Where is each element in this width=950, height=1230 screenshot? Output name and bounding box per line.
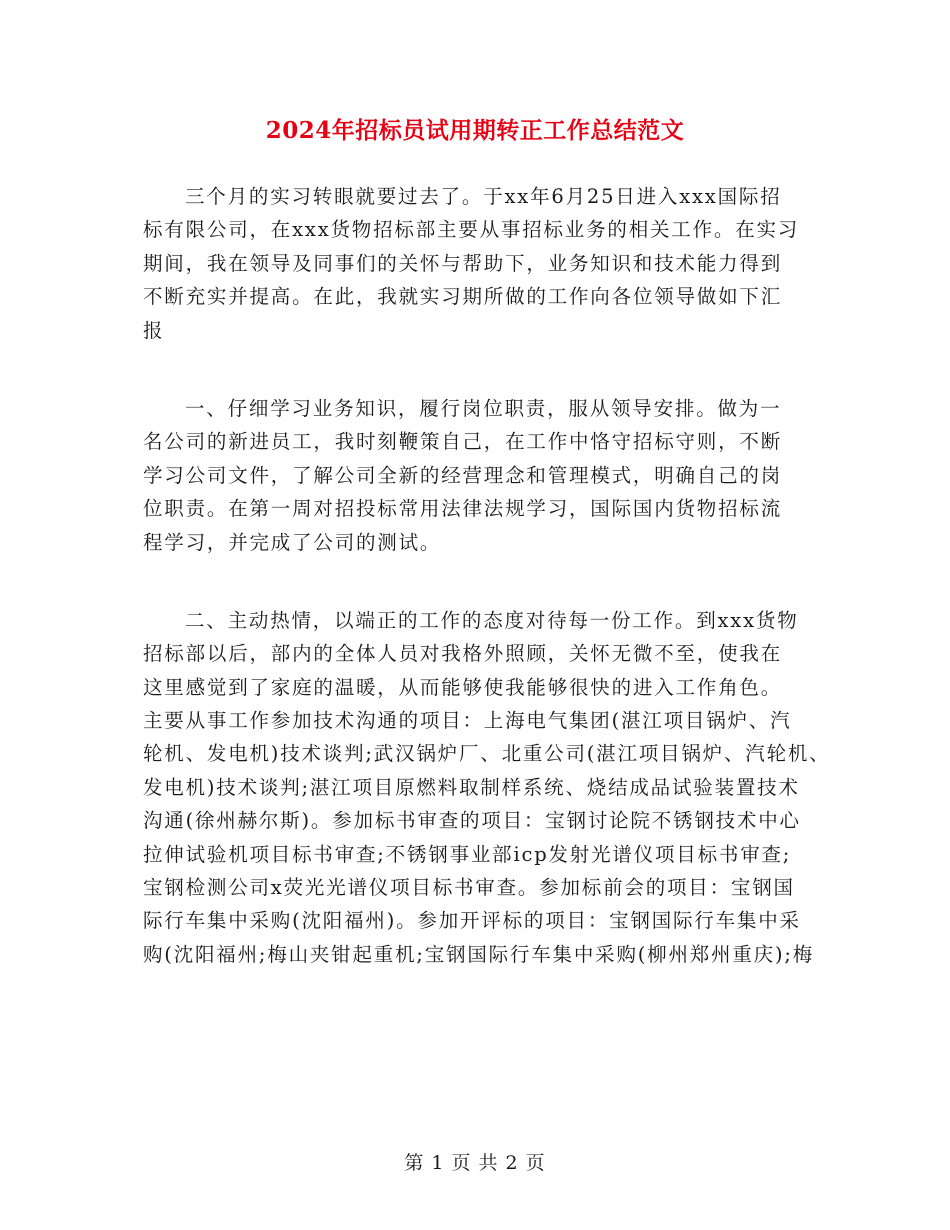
text-line: 二、主动热情，以端正的工作的态度对待每一份工作。到xxx货物 [185,608,799,632]
text-line: 沟通(徐州赫尔斯)。参加标书审查的项目：宝钢讨论院不锈钢技术中心 [143,809,801,833]
document-body [143,180,831,971]
text-line: 不断充实并提高。在此，我就实习期所做的工作向各位领导做如下汇 [143,285,783,309]
paragraph-spacer [143,347,813,392]
paragraph-spacer [143,559,813,604]
text-line: 三个月的实习转眼就要过去了。于xx年6月25日进入xxx国际招 [185,185,782,208]
text-line: 名公司的新进员工，我时刻鞭策自己，在工作中恪守招标守则，不断 [143,430,783,454]
text-line: 一、仔细学习业务知识，履行岗位职责，服从领导安排。做为一 [185,396,782,420]
text-line: 标有限公司，在xxx货物招标部主要从事招标业务的相关工作。在实习 [143,218,800,242]
paragraph-3 [143,604,831,971]
text-line: 招标部以后，部内的全体人员对我格外照顾，关怀无微不至，使我在 [143,642,783,666]
text-line: 发电机)技术谈判;湛江项目原燃料取制样系统、烧结成品试验装置技术 [143,775,800,799]
text-line: 购(沈阳福州;梅山夹钳起重机;宝钢国际行车集中采购(柳州郑州重庆);梅 [143,942,815,966]
page-number-footer: 第 1 页 共 2 页 [404,1152,546,1174]
text-line: 学习公司文件，了解公司全新的经营理念和管理模式，明确自己的岗 [143,463,783,487]
paragraph-2 [143,392,813,559]
text-line: 报 [143,318,165,342]
paragraph-1 [143,180,813,347]
text-line: 位职责。在第一周对招投标常用法律法规学习，国际国内货物招标流 [143,497,783,521]
text-line: 主要从事工作参加技术沟通的项目：上海电气集团(湛江项目锅炉、汽 [143,709,792,733]
text-line: 际行车集中采购(沈阳福州)。参加开评标的项目：宝钢国际行车集中采 [143,909,801,933]
document-title: 2024年招标员试用期转正工作总结范文 [265,117,685,144]
text-line: 拉伸试验机项目标书审查;不锈钢事业部icp发射光谱仪项目标书审查; [143,842,792,866]
text-line: 轮机、发电机)技术谈判;武汉锅炉厂、北重公司(湛江项目锅炉、汽轮机、 [143,742,831,766]
text-line: 程学习，并完成了公司的测试。 [143,530,442,554]
text-line: 期间，我在领导及同事们的关怀与帮助下，业务知识和技术能力得到 [143,251,783,275]
text-line: 这里感觉到了家庭的温暖，从而能够使我能够很快的进入工作角色。 [143,675,783,699]
text-line: 宝钢检测公司x荧光光谱仪项目标书审查。参加标前会的项目：宝钢国 [143,876,795,900]
